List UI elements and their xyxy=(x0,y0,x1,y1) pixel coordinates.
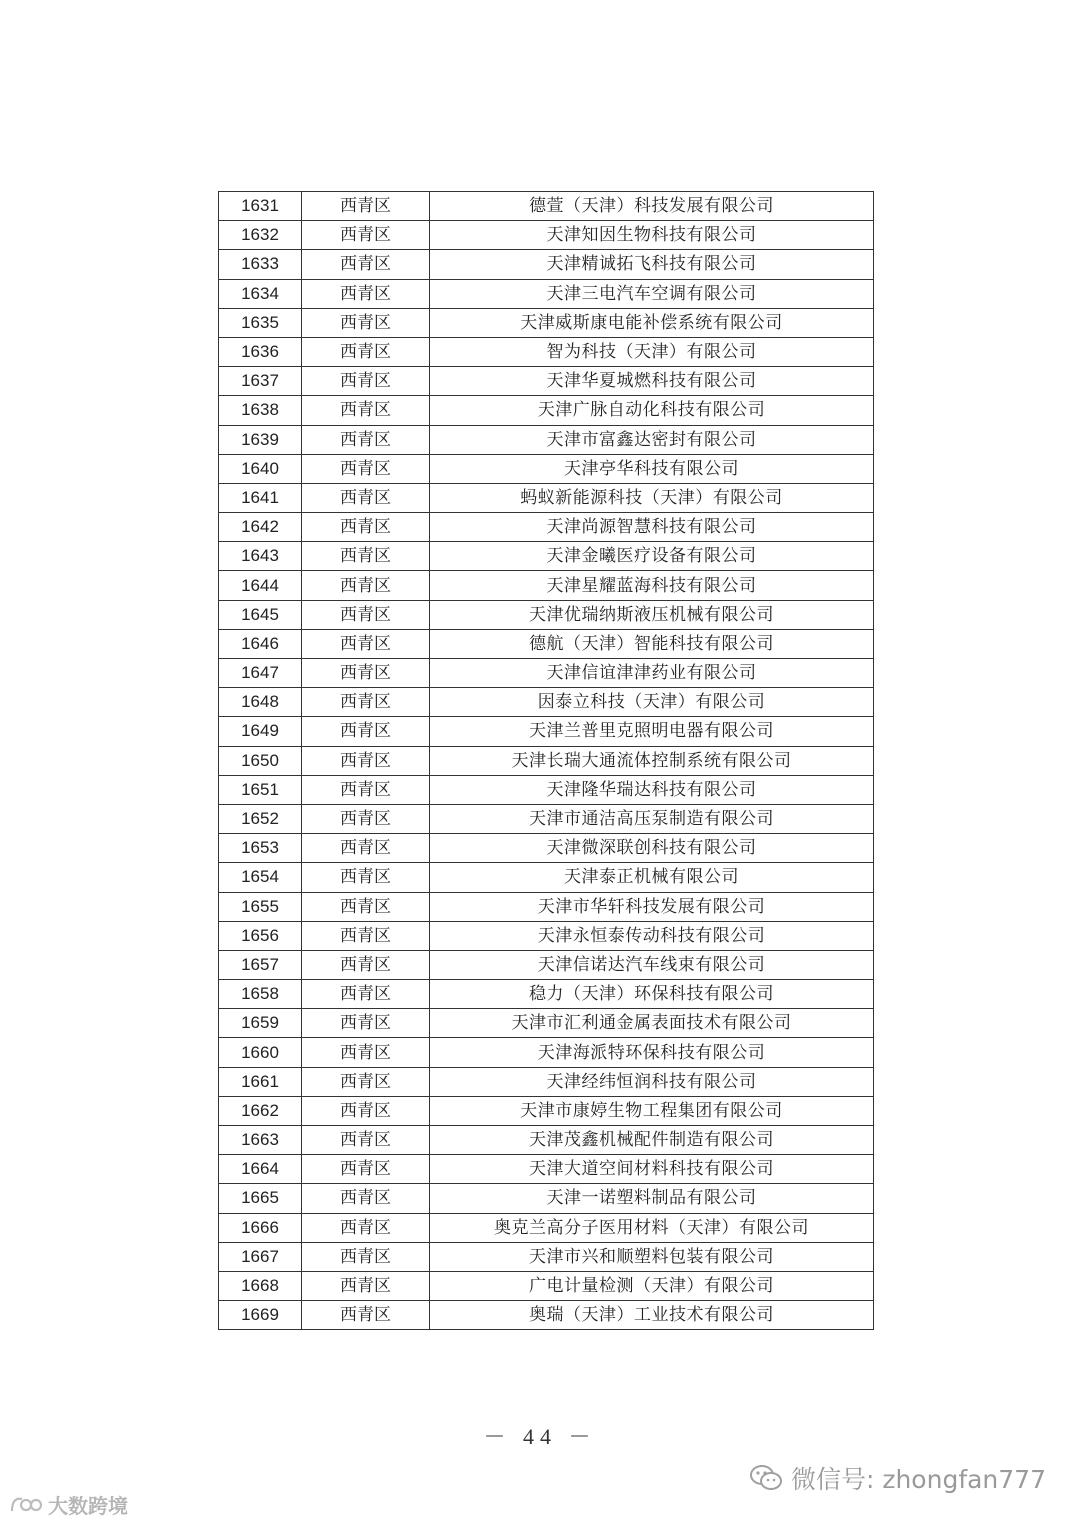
row-number-cell: 1657 xyxy=(219,950,302,979)
company-name-cell: 德萱（天津）科技发展有限公司 xyxy=(430,192,874,221)
company-name-cell: 天津永恒泰传动科技有限公司 xyxy=(430,921,874,950)
table-row xyxy=(219,863,874,892)
row-number-cell: 1658 xyxy=(219,980,302,1009)
company-name-cell: 天津威斯康电能补偿系统有限公司 xyxy=(430,308,874,337)
row-number-cell: 1639 xyxy=(219,425,302,454)
table-row xyxy=(219,746,874,775)
table-row xyxy=(219,571,874,600)
company-list-table xyxy=(218,191,874,1330)
row-number-cell: 1634 xyxy=(219,279,302,308)
district-cell: 西青区 xyxy=(302,571,430,600)
row-number-cell: 1660 xyxy=(219,1038,302,1067)
company-name-cell: 天津市富鑫达密封有限公司 xyxy=(430,425,874,454)
table-row xyxy=(219,192,874,221)
row-number-cell: 1631 xyxy=(219,192,302,221)
row-number-cell: 1668 xyxy=(219,1271,302,1300)
row-number-cell: 1645 xyxy=(219,600,302,629)
row-number-cell: 1637 xyxy=(219,367,302,396)
row-number-cell: 1647 xyxy=(219,659,302,688)
company-name-cell: 天津华夏城燃科技有限公司 xyxy=(430,367,874,396)
company-name-cell: 天津知因生物科技有限公司 xyxy=(430,221,874,250)
table-row xyxy=(219,1096,874,1125)
row-number-cell: 1661 xyxy=(219,1067,302,1096)
table-row xyxy=(219,425,874,454)
district-cell: 西青区 xyxy=(302,483,430,512)
table-row xyxy=(219,396,874,425)
wechat-watermark xyxy=(749,1460,1046,1496)
table-row xyxy=(219,454,874,483)
district-cell: 西青区 xyxy=(302,1096,430,1125)
row-number-cell: 1656 xyxy=(219,921,302,950)
company-name-cell: 天津市汇利通金属表面技术有限公司 xyxy=(430,1009,874,1038)
district-cell: 西青区 xyxy=(302,629,430,658)
district-cell: 西青区 xyxy=(302,1271,430,1300)
district-cell: 西青区 xyxy=(302,542,430,571)
district-cell: 西青区 xyxy=(302,308,430,337)
company-name-cell: 天津兰普里克照明电器有限公司 xyxy=(430,717,874,746)
table-row xyxy=(219,513,874,542)
table-row xyxy=(219,308,874,337)
brand-logo-icon xyxy=(8,1493,44,1517)
table-row xyxy=(219,1184,874,1213)
table-row xyxy=(219,950,874,979)
table-row xyxy=(219,337,874,366)
corner-watermark xyxy=(8,1490,128,1519)
company-name-cell: 天津市康婷生物工程集团有限公司 xyxy=(430,1096,874,1125)
company-name-cell: 天津隆华瑞达科技有限公司 xyxy=(430,775,874,804)
table-row xyxy=(219,483,874,512)
district-cell: 西青区 xyxy=(302,513,430,542)
table-row xyxy=(219,1242,874,1271)
company-name-cell: 奥克兰高分子医用材料（天津）有限公司 xyxy=(430,1213,874,1242)
district-cell: 西青区 xyxy=(302,892,430,921)
company-name-cell: 天津三电汽车空调有限公司 xyxy=(430,279,874,308)
company-name-cell: 蚂蚁新能源科技（天津）有限公司 xyxy=(430,483,874,512)
district-cell: 西青区 xyxy=(302,804,430,833)
table-row xyxy=(219,775,874,804)
row-number-cell: 1666 xyxy=(219,1213,302,1242)
row-number-cell: 1642 xyxy=(219,513,302,542)
company-name-cell: 天津信诺达汽车线束有限公司 xyxy=(430,950,874,979)
company-name-cell: 广电计量检测（天津）有限公司 xyxy=(430,1271,874,1300)
page-number: － 44 － xyxy=(483,1424,597,1449)
row-number-cell: 1667 xyxy=(219,1242,302,1271)
company-name-cell: 天津星耀蓝海科技有限公司 xyxy=(430,571,874,600)
row-number-cell: 1650 xyxy=(219,746,302,775)
company-name-cell: 天津泰正机械有限公司 xyxy=(430,863,874,892)
row-number-cell: 1651 xyxy=(219,775,302,804)
row-number-cell: 1649 xyxy=(219,717,302,746)
table-row xyxy=(219,980,874,1009)
district-cell: 西青区 xyxy=(302,600,430,629)
table-row xyxy=(219,1301,874,1330)
company-name-cell: 天津市兴和顺塑料包装有限公司 xyxy=(430,1242,874,1271)
table-row xyxy=(219,629,874,658)
company-name-cell: 稳力（天津）环保科技有限公司 xyxy=(430,980,874,1009)
row-number-cell: 1663 xyxy=(219,1126,302,1155)
company-name-cell: 奥瑞（天津）工业技术有限公司 xyxy=(430,1301,874,1330)
company-name-cell: 天津尚源智慧科技有限公司 xyxy=(430,513,874,542)
district-cell: 西青区 xyxy=(302,746,430,775)
district-cell: 西青区 xyxy=(302,659,430,688)
table-row xyxy=(219,1038,874,1067)
district-cell: 西青区 xyxy=(302,192,430,221)
table-row xyxy=(219,834,874,863)
table-body xyxy=(219,192,874,1330)
district-cell: 西青区 xyxy=(302,834,430,863)
table-row xyxy=(219,688,874,717)
district-cell: 西青区 xyxy=(302,1126,430,1155)
row-number-cell: 1652 xyxy=(219,804,302,833)
district-cell: 西青区 xyxy=(302,1155,430,1184)
row-number-cell: 1653 xyxy=(219,834,302,863)
company-name-cell: 天津经纬恒润科技有限公司 xyxy=(430,1067,874,1096)
district-cell: 西青区 xyxy=(302,1184,430,1213)
table-row xyxy=(219,1155,874,1184)
district-cell: 西青区 xyxy=(302,250,430,279)
row-number-cell: 1662 xyxy=(219,1096,302,1125)
company-name-cell: 因泰立科技（天津）有限公司 xyxy=(430,688,874,717)
district-cell: 西青区 xyxy=(302,717,430,746)
row-number-cell: 1655 xyxy=(219,892,302,921)
row-number-cell: 1659 xyxy=(219,1009,302,1038)
table-row xyxy=(219,892,874,921)
row-number-cell: 1643 xyxy=(219,542,302,571)
table-row xyxy=(219,1126,874,1155)
table-row xyxy=(219,1009,874,1038)
district-cell: 西青区 xyxy=(302,921,430,950)
district-cell: 西青区 xyxy=(302,950,430,979)
company-name-cell: 天津广脉自动化科技有限公司 xyxy=(430,396,874,425)
company-name-cell: 天津微深联创科技有限公司 xyxy=(430,834,874,863)
table-row xyxy=(219,279,874,308)
company-name-cell: 天津信谊津津药业有限公司 xyxy=(430,659,874,688)
district-cell: 西青区 xyxy=(302,1038,430,1067)
row-number-cell: 1646 xyxy=(219,629,302,658)
wechat-icon xyxy=(749,1463,783,1493)
company-name-cell: 德航（天津）智能科技有限公司 xyxy=(430,629,874,658)
table-row xyxy=(219,921,874,950)
row-number-cell: 1636 xyxy=(219,337,302,366)
table-row xyxy=(219,1271,874,1300)
wechat-id-text: 微信号: zhongfan777 xyxy=(790,1465,1046,1494)
row-number-cell: 1641 xyxy=(219,483,302,512)
district-cell: 西青区 xyxy=(302,396,430,425)
district-cell: 西青区 xyxy=(302,367,430,396)
district-cell: 西青区 xyxy=(302,980,430,1009)
company-name-cell: 天津茂鑫机械配件制造有限公司 xyxy=(430,1126,874,1155)
company-name-cell: 天津长瑞大通流体控制系统有限公司 xyxy=(430,746,874,775)
district-cell: 西青区 xyxy=(302,1301,430,1330)
table-row xyxy=(219,221,874,250)
district-cell: 西青区 xyxy=(302,279,430,308)
table-row xyxy=(219,1213,874,1242)
row-number-cell: 1648 xyxy=(219,688,302,717)
row-number-cell: 1632 xyxy=(219,221,302,250)
company-name-cell: 天津精诚拓飞科技有限公司 xyxy=(430,250,874,279)
company-name-cell: 天津市华轩科技发展有限公司 xyxy=(430,892,874,921)
row-number-cell: 1640 xyxy=(219,454,302,483)
table-row xyxy=(219,717,874,746)
district-cell: 西青区 xyxy=(302,1009,430,1038)
company-name-cell: 智为科技（天津）有限公司 xyxy=(430,337,874,366)
row-number-cell: 1669 xyxy=(219,1301,302,1330)
company-name-cell: 天津优瑞纳斯液压机械有限公司 xyxy=(430,600,874,629)
company-name-cell: 天津金曦医疗设备有限公司 xyxy=(430,542,874,571)
district-cell: 西青区 xyxy=(302,425,430,454)
row-number-cell: 1635 xyxy=(219,308,302,337)
district-cell: 西青区 xyxy=(302,775,430,804)
row-number-cell: 1664 xyxy=(219,1155,302,1184)
company-name-cell: 天津大道空间材料科技有限公司 xyxy=(430,1155,874,1184)
table-row xyxy=(219,804,874,833)
table-row xyxy=(219,250,874,279)
district-cell: 西青区 xyxy=(302,337,430,366)
table-row xyxy=(219,367,874,396)
row-number-cell: 1633 xyxy=(219,250,302,279)
table-row xyxy=(219,659,874,688)
table-row xyxy=(219,542,874,571)
table-row xyxy=(219,600,874,629)
district-cell: 西青区 xyxy=(302,221,430,250)
corner-brand-text: 大数跨境 xyxy=(48,1494,128,1518)
company-name-cell: 天津海派特环保科技有限公司 xyxy=(430,1038,874,1067)
row-number-cell: 1665 xyxy=(219,1184,302,1213)
table-row xyxy=(219,1067,874,1096)
row-number-cell: 1638 xyxy=(219,396,302,425)
district-cell: 西青区 xyxy=(302,1213,430,1242)
district-cell: 西青区 xyxy=(302,688,430,717)
company-name-cell: 天津亭华科技有限公司 xyxy=(430,454,874,483)
district-cell: 西青区 xyxy=(302,454,430,483)
district-cell: 西青区 xyxy=(302,1067,430,1096)
district-cell: 西青区 xyxy=(302,863,430,892)
district-cell: 西青区 xyxy=(302,1242,430,1271)
row-number-cell: 1654 xyxy=(219,863,302,892)
company-name-cell: 天津市通洁高压泵制造有限公司 xyxy=(430,804,874,833)
company-name-cell: 天津一诺塑料制品有限公司 xyxy=(430,1184,874,1213)
row-number-cell: 1644 xyxy=(219,571,302,600)
